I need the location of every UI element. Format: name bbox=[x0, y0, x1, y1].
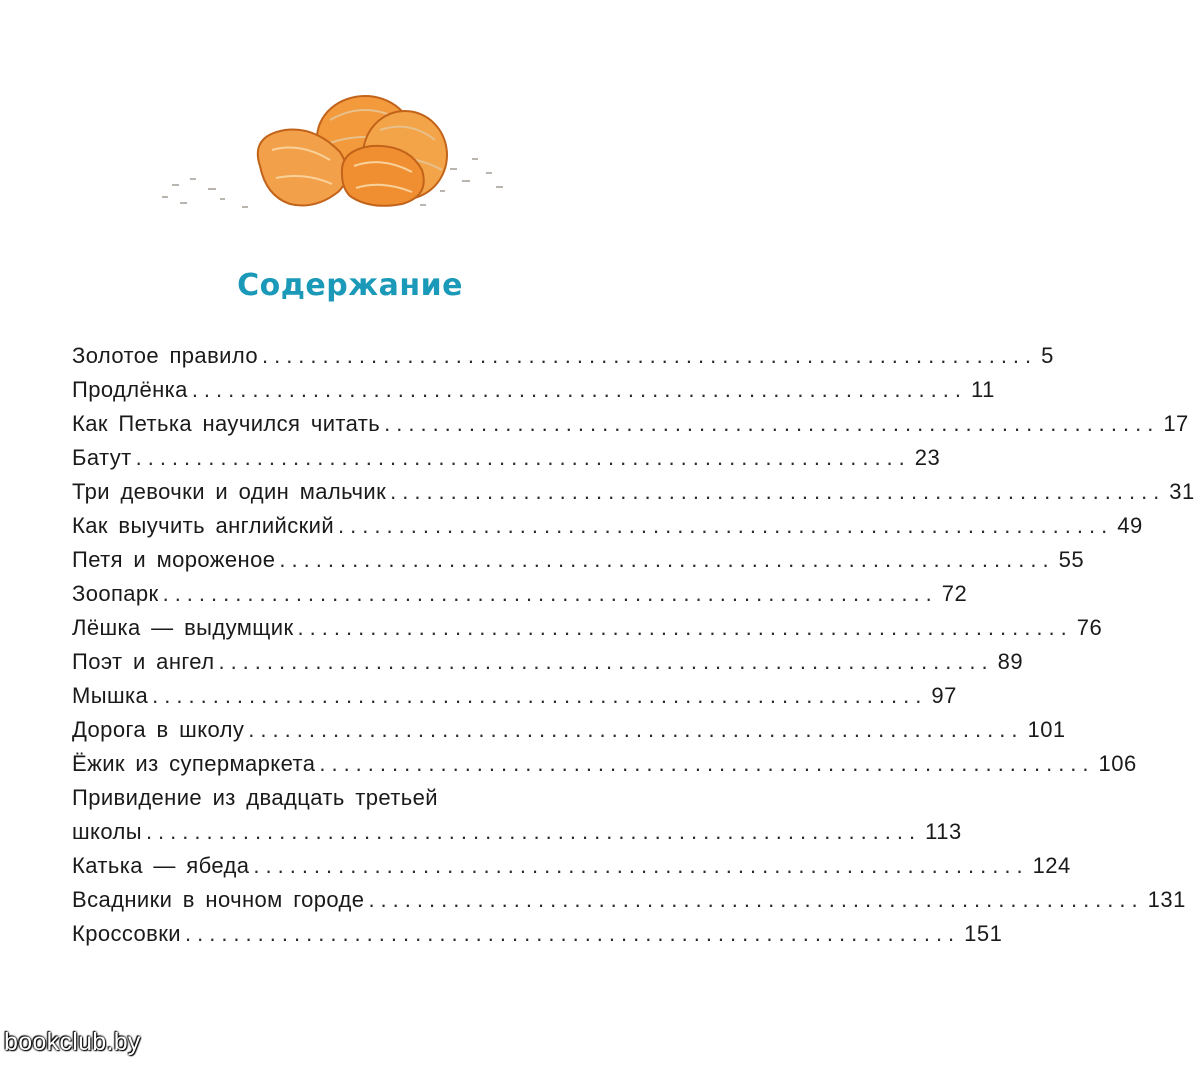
toc-entry bbox=[72, 917, 1003, 951]
toc-entry bbox=[72, 611, 1103, 645]
toc-entry-title: Всадники в ночном городе bbox=[72, 887, 365, 912]
toc-entry bbox=[72, 645, 1024, 679]
toc-page-number: 49 bbox=[1117, 513, 1143, 538]
toc-page-number: 11 bbox=[971, 377, 995, 402]
toc-entry bbox=[72, 577, 968, 611]
toc-page-number: 17 bbox=[1163, 411, 1189, 436]
toc-entry-title: Катька — ябеда bbox=[72, 853, 250, 878]
toc-page-number: 55 bbox=[1058, 547, 1085, 572]
toc-entry-title: Кроссовки bbox=[72, 921, 181, 946]
dot-leader: ................................................................ bbox=[261, 343, 1038, 368]
toc-entry-title: Петя и мороженое bbox=[72, 547, 276, 572]
toc-entry bbox=[72, 883, 1186, 917]
dot-leader: ................................................................ bbox=[279, 547, 1055, 572]
toc-entry-title: Привидение из двадцать третьей bbox=[72, 785, 438, 810]
toc-entry bbox=[72, 679, 957, 713]
toc-page-number: 76 bbox=[1076, 615, 1103, 640]
dot-leader: ................................................................ bbox=[384, 411, 1160, 436]
page-title: Содержание bbox=[237, 268, 463, 303]
toc-page-number: 23 bbox=[914, 445, 941, 470]
dot-leader: ................................................................ bbox=[253, 853, 1029, 878]
toc-entry bbox=[72, 475, 1195, 509]
toc-page-number: 113 bbox=[925, 819, 962, 844]
dot-leader: ................................................................ bbox=[152, 683, 928, 708]
toc-page-number: 5 bbox=[1041, 343, 1054, 368]
dot-leader: ................................................................ bbox=[191, 377, 967, 402]
toc-page-number: 97 bbox=[931, 683, 957, 708]
toc-entry-title: Поэт и ангел bbox=[72, 649, 215, 674]
toc-entry-title: Батут bbox=[72, 445, 132, 470]
dot-leader: ................................................................ bbox=[218, 649, 994, 674]
toc-entry bbox=[72, 543, 1085, 577]
toc-entry-title: Лёшка — выдумщик bbox=[72, 615, 294, 640]
toc-page-number: 106 bbox=[1098, 751, 1137, 776]
toc-entry bbox=[72, 407, 1189, 441]
toc-entry-title: Золотое правило bbox=[72, 343, 258, 368]
toc-entry bbox=[72, 713, 1066, 747]
toc-entry bbox=[72, 441, 941, 475]
dot-leader: ................................................................ bbox=[184, 921, 961, 946]
toc-page-number: 31 bbox=[1169, 479, 1195, 504]
toc-page-number: 151 bbox=[964, 921, 1003, 946]
dot-leader: ................................................................ bbox=[338, 513, 1114, 538]
toc-entry bbox=[72, 509, 1143, 543]
toc-entry-title: Дорога в школу bbox=[72, 717, 245, 742]
dot-leader: ................................................................ bbox=[390, 479, 1166, 504]
toc-entry-title: Мышка bbox=[72, 683, 149, 708]
dot-leader: ................................................................ bbox=[319, 751, 1095, 776]
toc-entry bbox=[72, 781, 962, 849]
toc-page-number: 101 bbox=[1027, 717, 1066, 742]
dot-leader: ................................................................ bbox=[162, 581, 938, 606]
toc-page-number: 131 bbox=[1147, 887, 1186, 912]
toc-page-number: 124 bbox=[1032, 853, 1071, 878]
toc-entry-title: Ёжик из супермаркета bbox=[72, 751, 316, 776]
toc-entry-title-continued: школы bbox=[72, 819, 142, 844]
dot-leader: ................................................................ bbox=[297, 615, 1073, 640]
toc-entry bbox=[72, 339, 1054, 373]
dot-leader: ................................................................ bbox=[368, 887, 1144, 912]
toc-entry-title: Как выучить английский bbox=[72, 513, 335, 538]
toc-entry bbox=[72, 747, 1137, 781]
table-of-contents bbox=[72, 339, 1195, 951]
tangerine-slices-icon bbox=[150, 80, 530, 230]
toc-entry bbox=[72, 373, 995, 407]
toc-entry-title: Зоопарк bbox=[72, 581, 159, 606]
toc-entry-title: Продлёнка bbox=[72, 377, 188, 402]
site-watermark: bookclub.by bbox=[4, 1028, 141, 1056]
toc-entry bbox=[72, 849, 1071, 883]
toc-page-number: 72 bbox=[941, 581, 968, 606]
dot-leader: ................................................................ bbox=[135, 445, 911, 470]
dot-leader: ................................................................ bbox=[248, 717, 1024, 742]
dot-leader: ................................................................ bbox=[145, 819, 922, 844]
toc-page-number: 89 bbox=[997, 649, 1024, 674]
toc-entry-title: Три девочки и один мальчик bbox=[72, 479, 387, 504]
toc-entry-title: Как Петька научился читать bbox=[72, 411, 381, 436]
